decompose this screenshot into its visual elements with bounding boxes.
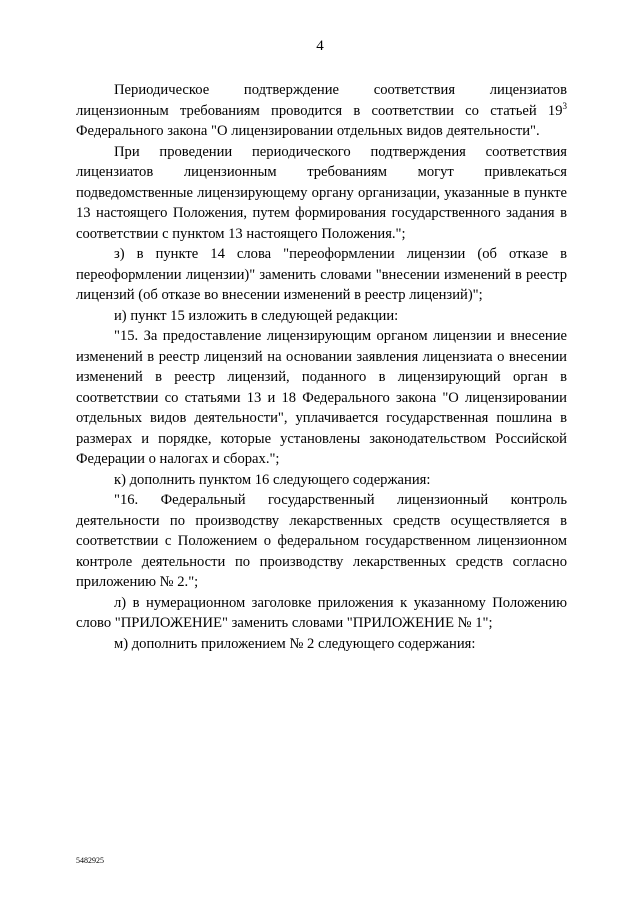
paragraph-text-tail: Федерального закона "О лицензировании отдельных видов деятельности". (76, 123, 540, 139)
paragraph-item-m: м) дополнить приложением № 2 следующего содержания: (114, 635, 476, 652)
paragraph-subordinate-organizations: При проведении периодического подтверждения соответствия лицензиатов лицензионным требованиям могут привлекаться подведомственные лицензирующему органу организации, указанные в пункте 13 настоящего Положения, путем формирования государственного задания в соответствии с пунктом 13 настоящего Положения."; (76, 143, 567, 242)
footer-document-code: 5482925 (76, 856, 104, 865)
paragraph-item-i: и) пункт 15 изложить в следующей редакции: (114, 307, 399, 324)
paragraph-point-15: "15. За предоставление лицензирующим органом лицензии и внесение изменений в реестр лицензий на основании заявления лицензиата о внесении изменений в реестр лицензий, поданного в лицензирующий орган в соответствии со статьями 13 и 18 Федерального закона "О лицензировании отдельных видов деятельности", уплачивается государственная пошлина в размерах и порядке, которые установлены законодательством Российской Федерации о налогах и сборах."; (76, 328, 567, 467)
paragraph-item-l: л) в нумерационном заголовке приложения к указанному Положению слово "ПРИЛОЖЕНИЕ" заменить словами "ПРИЛОЖЕНИЕ № 1"; (76, 594, 567, 631)
page-number: 4 (316, 38, 324, 54)
superscript-article-index: 3 (562, 100, 567, 111)
paragraph-point-16: "16. Федеральный государственный лицензионный контроль деятельности по производству лекарственных средств осуществляется в соответствии с Положением о федеральном государственном лицензионном контроле деятельности по производству лекарственных средств согласно приложению № 2."; (76, 492, 567, 590)
document-body (76, 80, 567, 654)
paragraph-item-k: к) дополнить пунктом 16 следующего содержания: (114, 471, 431, 488)
paragraph-item-z: з) в пункте 14 слова "переоформлении лицензии (об отказе в переоформлении лицензии)" заменить словами "внесении изменений в реестр лицензий (об отказе во внесении изменений в реестр лицензий)"; (76, 246, 567, 303)
paragraph-periodic-confirmation (76, 80, 567, 142)
paragraph-text: Периодическое подтверждение соответствия лицензиатов лицензионным требованиям проводится в соответствии со статьей 19 (76, 82, 567, 119)
